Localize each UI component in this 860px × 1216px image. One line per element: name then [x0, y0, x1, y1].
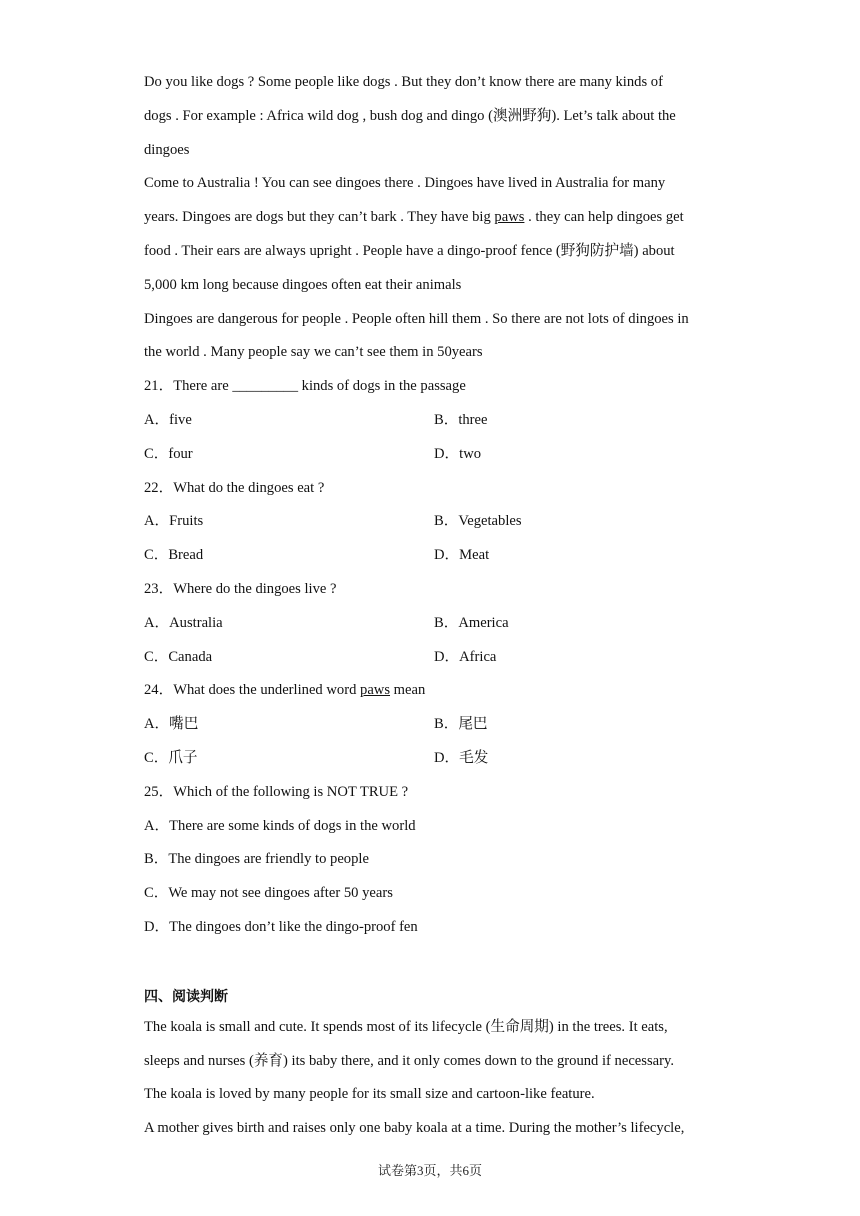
passage-line: dogs . For example : Africa wild dog , bush dog and dingo (澳洲野狗). Let’s talk about the: [144, 107, 676, 124]
passage-line: Do you like dogs ? Some people like dogs . But they don’t know there are many kinds of: [144, 74, 663, 90]
page-footer: 试卷第3页，共6页: [377, 1163, 482, 1178]
option-row: [144, 742, 724, 776]
passage-text: . they can help dingoes get: [524, 209, 684, 226]
option-c: C．four: [144, 445, 193, 462]
question-stem: 21．There are _________ kinds of dogs in the passage: [144, 378, 466, 395]
option-d: D．Meat: [434, 547, 490, 564]
option-a: A．Australia: [144, 614, 223, 631]
option-d: D．two: [434, 445, 482, 462]
option-row: [144, 539, 724, 573]
passage-line: dingoes: [144, 141, 190, 158]
question-22: [144, 472, 724, 573]
underlined-word: paws: [494, 209, 525, 226]
question-text: mean: [390, 682, 426, 699]
section-title: 四、阅读判断: [144, 988, 228, 1005]
passage-line: 5,000 km long because dingoes often eat their animals: [144, 276, 462, 293]
passage-line: Dingoes are dangerous for people . People often hill them . So there are not lots of dingoes in: [144, 310, 689, 327]
passage-text: years. Dingoes are dogs but they can’t bark . They have big: [144, 209, 495, 226]
question-stem: 23．Where do the dingoes live ?: [144, 580, 337, 597]
passage-line: The koala is loved by many people for its small size and cartoon-like feature.: [144, 1086, 595, 1103]
passage-line: A mother gives birth and raises only one baby koala at a time. During the mother’s lifecycle,: [144, 1120, 685, 1137]
option-b: B．尾巴: [434, 716, 488, 733]
option-b: B．The dingoes are friendly to people: [144, 851, 369, 868]
option-row: [144, 708, 724, 742]
passage-line: Come to Australia ! You can see dingoes there . Dingoes have lived in Australia for many: [144, 175, 666, 192]
reading-passage-dingoes: [144, 66, 724, 370]
option-a: A．five: [144, 411, 192, 428]
option-b: B．America: [434, 614, 509, 631]
option-c: C．爪子: [144, 749, 198, 766]
section-gap: [144, 945, 724, 978]
passage-line: food . Their ears are always upright . People have a dingo-proof fence (野狗防护墙) about: [144, 242, 675, 259]
passage-line: sleeps and nurses (养育) its baby there, and it only comes down to the ground if necessary.: [144, 1052, 674, 1069]
option-d: D．The dingoes don’t like the dingo-proof fen: [144, 918, 418, 935]
question-stem: [144, 674, 724, 708]
option-a: A．There are some kinds of dogs in the world: [144, 817, 416, 834]
question-text: 24．What does the underlined word: [144, 682, 361, 699]
question-24: [144, 674, 724, 775]
option-d: D．Africa: [434, 648, 497, 665]
option-row: [144, 438, 724, 472]
option-row: [144, 607, 724, 641]
question-25: [144, 776, 724, 945]
option-a: A．嘴巴: [144, 716, 199, 733]
section-reading-judgment: [144, 983, 724, 1146]
option-row: [144, 505, 724, 539]
option-c: C．Canada: [144, 648, 213, 665]
option-a: A．Fruits: [144, 513, 204, 530]
option-b: B．Vegetables: [434, 513, 522, 530]
question-23: [144, 573, 724, 674]
option-d: D．毛发: [434, 749, 489, 766]
option-c: C．We may not see dingoes after 50 years: [144, 885, 393, 902]
page-content: [144, 66, 724, 1146]
option-c: C．Bread: [144, 547, 204, 564]
question-stem: 22．What do the dingoes eat ?: [144, 479, 325, 496]
underlined-word: paws: [360, 682, 391, 699]
passage-line: [144, 201, 724, 235]
option-row: [144, 404, 724, 438]
question-21: [144, 370, 724, 471]
passage-line: The koala is small and cute. It spends most of its lifecycle (生命周期) in the trees. It eats,: [144, 1018, 668, 1035]
option-row: [144, 641, 724, 675]
option-b: B．three: [434, 411, 488, 428]
passage-line: the world . Many people say we can’t see them in 50years: [144, 344, 483, 361]
question-stem: 25．Which of the following is NOT TRUE ?: [144, 783, 409, 800]
